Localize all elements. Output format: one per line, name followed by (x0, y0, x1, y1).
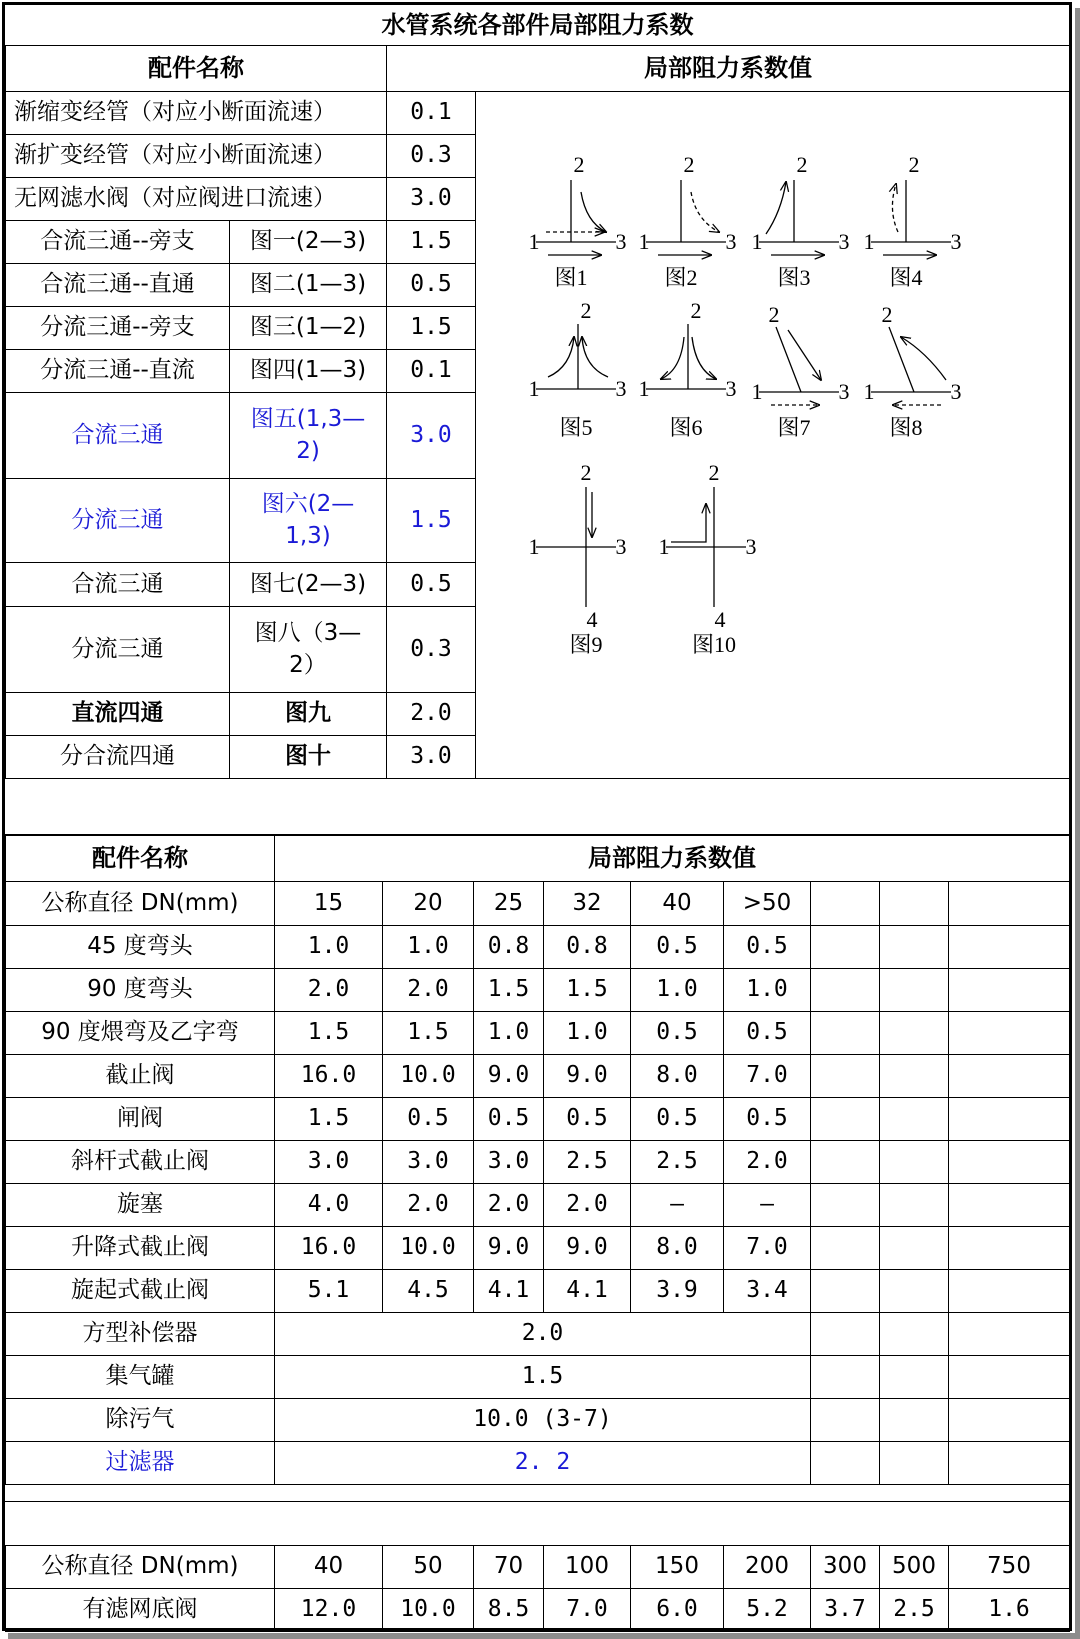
empty-cell (880, 1270, 949, 1313)
diameter-table (5, 835, 1070, 1485)
fitting-name: 除污气 (6, 1399, 275, 1442)
page-title: 水管系统各部件局部阻力系数 (6, 5, 1070, 46)
value-cell: 2.0 (474, 1184, 544, 1227)
table-row (6, 1356, 1070, 1399)
value-cell: 1.0 (474, 1012, 544, 1055)
dn-row (6, 1546, 1070, 1589)
diagram-port-label: 2 (768, 302, 780, 327)
fitting-figure: 图九 (230, 693, 387, 736)
fitting-value: 0.1 (387, 92, 476, 135)
fitting-value: 3.0 (387, 736, 476, 779)
fitting-name: 旋起式截止阀 (6, 1270, 275, 1313)
empty-cell (880, 1399, 949, 1442)
value-cell: 8.5 (474, 1589, 544, 1632)
value-cell: 9.0 (474, 1055, 544, 1098)
fitting-value: 2.0 (387, 693, 476, 736)
table-row (6, 1442, 1070, 1485)
empty-cell (949, 1399, 1070, 1442)
fitting-name: 分合流四通 (6, 736, 230, 779)
value-cell: 0.8 (544, 926, 631, 969)
value-cell: 2.0 (724, 1141, 811, 1184)
value-cell: 0.5 (631, 1012, 724, 1055)
empty-cell (811, 1356, 880, 1399)
value-cell: 1.0 (383, 926, 474, 969)
value-cell: 1.5 (544, 969, 631, 1012)
empty-cell (949, 1270, 1070, 1313)
value-cell: 0.5 (724, 1098, 811, 1141)
fitting-value: 1.5 (387, 307, 476, 350)
diagram-port-label: 3 (838, 379, 850, 404)
fitting-figure: 图四(1—3) (230, 350, 387, 393)
value-cell: 4.1 (474, 1270, 544, 1313)
empty-cell (880, 969, 949, 1012)
empty-cell (880, 1227, 949, 1270)
value-cell: 1.5 (275, 1098, 383, 1141)
dn-cell: 200 (724, 1546, 811, 1589)
fitting-figure (230, 393, 387, 479)
diagram-port-label: 3 (950, 229, 962, 254)
diagram-port-label: 2 (580, 460, 592, 485)
value-cell: 3.0 (275, 1141, 383, 1184)
fitting-name: 合流三通 (6, 393, 230, 479)
empty-cell (880, 1141, 949, 1184)
diagram-port-label: 4 (586, 607, 598, 632)
diagram-port-label: 1 (658, 534, 670, 559)
empty-cell (949, 882, 1070, 926)
value-cell: 2.0 (383, 1184, 474, 1227)
empty-cell (811, 1313, 880, 1356)
dn-cell: 40 (275, 1546, 383, 1589)
empty-cell (949, 1442, 1070, 1485)
diagram-caption: 图7 (777, 415, 811, 440)
dn-cell: 25 (474, 882, 544, 926)
fittings-table (5, 5, 1070, 779)
value-cell: 2.5 (631, 1141, 724, 1184)
diagram-10 (666, 487, 746, 607)
diagram-port-label: 3 (615, 534, 627, 559)
section-spacer (5, 788, 1069, 835)
fitting-name: 合流三通 (6, 563, 230, 607)
value-cell: 2.5 (880, 1589, 949, 1632)
value-cell: — (631, 1184, 724, 1227)
fitting-name: 方型补偿器 (6, 1313, 275, 1356)
fitting-name: 旋塞 (6, 1184, 275, 1227)
fitting-name: 90 度煨弯及乙字弯 (6, 1012, 275, 1055)
page-shadow-bottom (8, 1633, 1080, 1639)
diagram-port-label: 3 (615, 376, 627, 401)
diagram-port-label: 1 (528, 376, 540, 401)
value-cell: 1.5 (383, 1012, 474, 1055)
merged-value: 2. 2 (275, 1442, 811, 1485)
diagram-port-label: 1 (638, 376, 650, 401)
figure-line-1: 图六(2— (261, 491, 355, 518)
diagram-port-label: 4 (714, 607, 726, 632)
fitting-figure: 图十 (230, 736, 387, 779)
fitting-name: 集气罐 (6, 1356, 275, 1399)
fitting-figure: 图一(2—3) (230, 221, 387, 264)
empty-cell (880, 1055, 949, 1098)
diagram-caption: 图6 (669, 415, 703, 440)
diagram-7 (759, 327, 839, 405)
diagram-port-label: 1 (863, 379, 875, 404)
value-cell: 12.0 (275, 1589, 383, 1632)
diagram-port-label: 3 (725, 376, 737, 401)
value-cell: 3.4 (724, 1270, 811, 1313)
value-cell: 16.0 (275, 1227, 383, 1270)
value-cell: 6.0 (631, 1589, 724, 1632)
diagram-9 (536, 487, 616, 607)
empty-cell (880, 1012, 949, 1055)
empty-cell (880, 926, 949, 969)
diagram-port-label: 3 (950, 379, 962, 404)
dn-cell: 70 (474, 1546, 544, 1589)
dn-cell: 20 (383, 882, 474, 926)
empty-cell (949, 1055, 1070, 1098)
value-cell: 5.1 (275, 1270, 383, 1313)
table-row (6, 1055, 1070, 1098)
value-cell: 0.5 (474, 1098, 544, 1141)
empty-cell (880, 882, 949, 926)
dn-cell: 40 (631, 882, 724, 926)
fitting-name: 斜杆式截止阀 (6, 1141, 275, 1184)
fitting-value: 0.3 (387, 135, 476, 178)
tee-diagrams-panel (476, 92, 1070, 779)
figure-line-1: 图五(1,3— (250, 406, 366, 433)
value-cell: 5.2 (724, 1589, 811, 1632)
table-row (6, 1399, 1070, 1442)
diagram-3 (759, 180, 839, 255)
diagram-port-label: 2 (690, 298, 702, 323)
fitting-name: 合流三通--直通 (6, 264, 230, 307)
value-cell: 1.5 (474, 969, 544, 1012)
fitting-figure (230, 607, 387, 693)
merged-value: 10.0 (3-7) (275, 1399, 811, 1442)
value-cell: 7.0 (724, 1227, 811, 1270)
value-cell: 1.0 (724, 969, 811, 1012)
empty-cell (811, 1012, 880, 1055)
fitting-value: 0.5 (387, 264, 476, 307)
table-row (6, 1313, 1070, 1356)
table-row (6, 1098, 1070, 1141)
empty-cell (880, 1356, 949, 1399)
fitting-name: 渐缩变经管（对应小断面流速） (6, 92, 387, 135)
empty-cell (949, 1313, 1070, 1356)
diagram-caption: 图2 (664, 265, 698, 290)
fitting-figure: 图二(1—3) (230, 264, 387, 307)
section-spacer (5, 1501, 1069, 1546)
value-cell: 1.0 (631, 969, 724, 1012)
diagram-port-label: 2 (796, 152, 808, 177)
empty-cell (811, 1141, 880, 1184)
fitting-name: 无网滤水阀（对应阀进口流速） (6, 178, 387, 221)
diagram-6 (646, 324, 726, 389)
empty-cell (949, 1012, 1070, 1055)
value-cell: 3.7 (811, 1589, 880, 1632)
figure-line-1: 图八（3— (254, 620, 362, 647)
diagram-port-label: 3 (745, 534, 757, 559)
diagram-caption: 图9 (569, 632, 603, 657)
diagram-port-label: 2 (683, 152, 695, 177)
dn-cell: 100 (544, 1546, 631, 1589)
value-cell: 9.0 (544, 1055, 631, 1098)
diagram-4 (871, 180, 951, 255)
value-cell: 1.6 (949, 1589, 1070, 1632)
empty-cell (949, 1227, 1070, 1270)
column-header-name: 配件名称 (6, 836, 275, 882)
diagram-2 (646, 180, 726, 255)
fitting-name: 45 度弯头 (6, 926, 275, 969)
fitting-name: 有滤网底阀 (6, 1589, 275, 1632)
value-cell: 9.0 (544, 1227, 631, 1270)
value-cell: 2.0 (544, 1184, 631, 1227)
foot-valve-table (5, 1545, 1070, 1632)
dn-cell: 750 (949, 1546, 1070, 1589)
diagram-caption: 图8 (889, 415, 923, 440)
value-cell: 4.5 (383, 1270, 474, 1313)
dn-cell: 50 (383, 1546, 474, 1589)
empty-cell (949, 926, 1070, 969)
diagram-port-label: 1 (863, 229, 875, 254)
empty-cell (949, 969, 1070, 1012)
column-header-name: 配件名称 (6, 46, 387, 92)
empty-cell (811, 1399, 880, 1442)
fitting-name: 闸阀 (6, 1098, 275, 1141)
dn-cell: 32 (544, 882, 631, 926)
diagram-caption: 图10 (691, 632, 737, 657)
fitting-value: 0.1 (387, 350, 476, 393)
fitting-name: 过滤器 (6, 1442, 275, 1485)
diagram-port-label: 2 (580, 298, 592, 323)
dn-cell: >50 (724, 882, 811, 926)
value-cell: 10.0 (383, 1589, 474, 1632)
diagram-port-label: 1 (528, 229, 540, 254)
empty-cell (811, 926, 880, 969)
value-cell: 1.0 (275, 926, 383, 969)
value-cell: 8.0 (631, 1227, 724, 1270)
table-row (6, 92, 1070, 135)
empty-cell (880, 1313, 949, 1356)
diagram-port-label: 1 (638, 229, 650, 254)
fitting-name: 分流三通--直流 (6, 350, 230, 393)
empty-cell (811, 1184, 880, 1227)
table-row (6, 1012, 1070, 1055)
table-row (6, 1184, 1070, 1227)
diagram-port-label: 2 (881, 302, 893, 327)
fitting-name: 分流三通--旁支 (6, 307, 230, 350)
dn-cell: 300 (811, 1546, 880, 1589)
value-cell: 4.1 (544, 1270, 631, 1313)
table-row (6, 969, 1070, 1012)
fitting-name: 渐扩变经管（对应小断面流速） (6, 135, 387, 178)
diagram-caption: 图4 (889, 265, 923, 290)
column-header-value: 局部阻力系数值 (387, 46, 1070, 92)
empty-cell (949, 1141, 1070, 1184)
figure-line-2: 2) (296, 437, 320, 464)
value-cell: 1.5 (275, 1012, 383, 1055)
value-cell: — (724, 1184, 811, 1227)
fitting-name: 分流三通 (6, 607, 230, 693)
diagram-1 (536, 180, 616, 255)
diagram-5 (536, 324, 616, 389)
diagram-port-label: 1 (751, 229, 763, 254)
value-cell: 0.5 (544, 1098, 631, 1141)
value-cell: 0.5 (631, 1098, 724, 1141)
fitting-value: 3.0 (387, 178, 476, 221)
fitting-name: 升降式截止阀 (6, 1227, 275, 1270)
value-cell: 2.0 (383, 969, 474, 1012)
diagram-port-label: 3 (725, 229, 737, 254)
fitting-name: 截止阀 (6, 1055, 275, 1098)
empty-cell (811, 1055, 880, 1098)
fitting-name: 90 度弯头 (6, 969, 275, 1012)
merged-value: 2.0 (275, 1313, 811, 1356)
table-row (6, 1270, 1070, 1313)
dn-cell: 15 (275, 882, 383, 926)
merged-value: 1.5 (275, 1356, 811, 1399)
tee-diagrams (476, 92, 1070, 756)
value-cell: 3.0 (474, 1141, 544, 1184)
value-cell: 2.0 (275, 969, 383, 1012)
diagram-port-label: 3 (838, 229, 850, 254)
value-cell: 9.0 (474, 1227, 544, 1270)
page-shadow-right (1075, 8, 1080, 1638)
fitting-name: 直流四通 (6, 693, 230, 736)
fitting-value: 1.5 (387, 221, 476, 264)
value-cell: 1.0 (544, 1012, 631, 1055)
dn-label: 公称直径 DN(mm) (6, 882, 275, 926)
empty-cell (811, 1270, 880, 1313)
value-cell: 3.0 (383, 1141, 474, 1184)
empty-cell (949, 1098, 1070, 1141)
column-header-value: 局部阻力系数值 (275, 836, 1070, 882)
diagram-port-label: 3 (615, 229, 627, 254)
dn-cell: 150 (631, 1546, 724, 1589)
fitting-figure (230, 479, 387, 563)
fitting-name: 分流三通 (6, 479, 230, 563)
value-cell: 16.0 (275, 1055, 383, 1098)
figure-line-2: 1,3) (285, 522, 331, 549)
fitting-value: 1.5 (387, 479, 476, 563)
table-row (6, 1589, 1070, 1632)
table-row (6, 1141, 1070, 1184)
diagram-caption: 图3 (777, 265, 811, 290)
empty-cell (811, 969, 880, 1012)
fitting-value: 0.5 (387, 563, 476, 607)
value-cell: 0.5 (383, 1098, 474, 1141)
empty-cell (811, 1098, 880, 1141)
value-cell: 0.8 (474, 926, 544, 969)
fitting-name: 合流三通--旁支 (6, 221, 230, 264)
diagram-port-label: 2 (908, 152, 920, 177)
fitting-value: 3.0 (387, 393, 476, 479)
empty-cell (949, 1184, 1070, 1227)
value-cell: 7.0 (724, 1055, 811, 1098)
figure-line-2: 2） (289, 651, 327, 678)
value-cell: 0.5 (724, 926, 811, 969)
diagram-port-label: 2 (573, 152, 585, 177)
diagram-8 (871, 327, 951, 405)
empty-cell (880, 1442, 949, 1485)
dn-cell: 500 (880, 1546, 949, 1589)
fitting-figure: 图三(1—2) (230, 307, 387, 350)
value-cell: 4.0 (275, 1184, 383, 1227)
empty-cell (880, 1184, 949, 1227)
diagram-port-label: 2 (708, 460, 720, 485)
fitting-value: 0.3 (387, 607, 476, 693)
value-cell: 7.0 (544, 1589, 631, 1632)
value-cell: 10.0 (383, 1227, 474, 1270)
table-row (6, 1227, 1070, 1270)
empty-cell (811, 882, 880, 926)
empty-cell (949, 1356, 1070, 1399)
fitting-figure: 图七(2—3) (230, 563, 387, 607)
empty-cell (811, 1442, 880, 1485)
diagram-port-label: 1 (528, 534, 540, 559)
empty-cell (811, 1227, 880, 1270)
dn-row (6, 882, 1070, 926)
diagram-caption: 图5 (559, 415, 593, 440)
value-cell: 0.5 (724, 1012, 811, 1055)
diagram-port-label: 1 (751, 379, 763, 404)
value-cell: 10.0 (383, 1055, 474, 1098)
dn-label: 公称直径 DN(mm) (6, 1546, 275, 1589)
value-cell: 8.0 (631, 1055, 724, 1098)
value-cell: 2.5 (544, 1141, 631, 1184)
value-cell: 0.5 (631, 926, 724, 969)
empty-cell (880, 1098, 949, 1141)
value-cell: 3.9 (631, 1270, 724, 1313)
diagram-caption: 图1 (554, 265, 588, 290)
table-row (6, 926, 1070, 969)
